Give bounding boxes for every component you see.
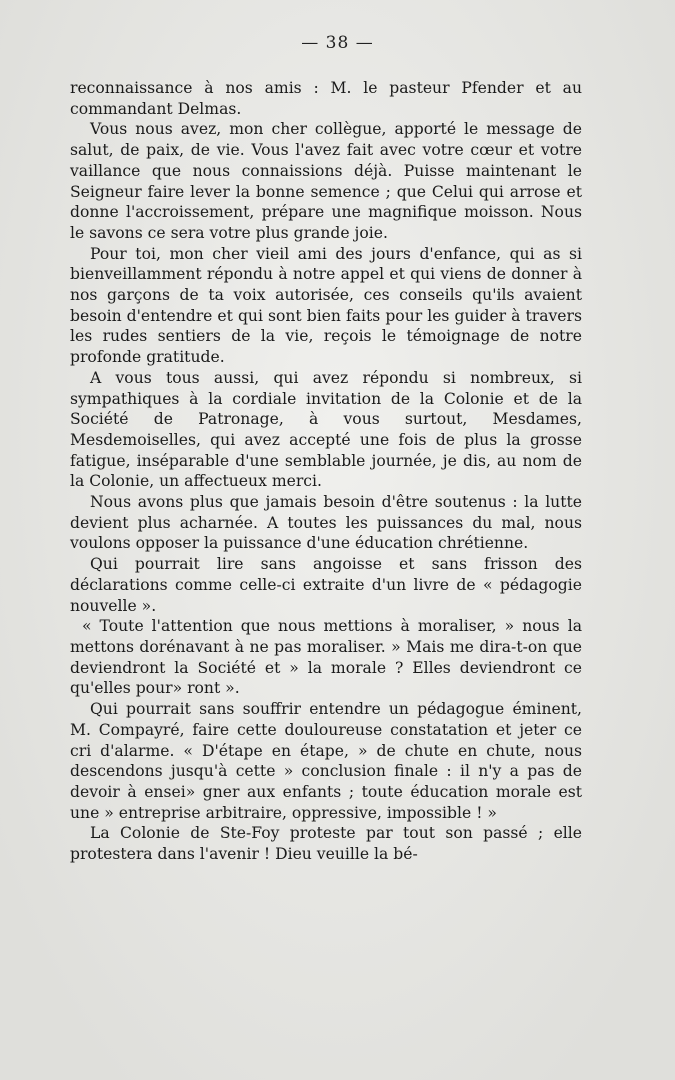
paragraph-last: La Colonie de Ste-Foy proteste par tout son passé ; elle protestera dans l'avenir ! Dieu veuille la bé-	[70, 824, 582, 864]
paragraph-3: Pour toi, mon cher vieil ami des jours d'enfance, qui as si bienveillamment répondu à notre appel et qui viens de donner à nos garçons de ta voix autorisée, ces conseils qu'ils avaient besoin d'entendre et qui sont bien faits pour les guider à travers les rudes sentiers de la vie, reçois le témoignage de notre profonde gratitude.	[70, 244, 582, 367]
quotation-pedagogie: « Toute l'attention que nous mettions à moraliser, » nous la mettons dorénavant à ne pas moraliser. » Mais me dira-t-on que deviendront la Société et » la morale ? Elles deviendront ce qu'elles pour» ront ».	[70, 617, 582, 698]
page-body	[70, 78, 582, 865]
paragraph-4: A vous tous aussi, qui avez répondu si nombreux, si sympathiques à la cordiale invitation de la Colonie et de la Société de Patronage, à vous surtout, Mesdames, Mesdemoiselles, qui avez accepté une fois de plus la grosse fatigue, inséparable d'une semblable journée, je dis, au nom de la Colonie, un affectueux merci.	[70, 368, 582, 491]
page-number: — 38 —	[301, 33, 374, 53]
paragraph-compayre: Qui pourrait sans souffrir entendre un pédagogue éminent, M. Compayré, faire cette douloureuse constatation et jeter ce cri d'alarme. « D'étape en étape, » de chute en chute, nous descendons jusqu'à cette » conclusion finale : il n'y a pas de devoir à ensei» gner aux enfants ; toute éducation morale est une » entreprise arbitraire, oppressive, impossible ! »	[70, 700, 582, 822]
paragraph-1: reconnaissance à nos amis : M. le pasteur Pfender et au commandant Delmas.	[70, 79, 582, 118]
paragraph-5: Nous avons plus que jamais besoin d'être soutenus : la lutte devient plus acharnée. A toutes les puissances du mal, nous voulons opposer la puissance d'une éducation chrétienne.	[70, 493, 582, 553]
paragraph-2: Vous nous avez, mon cher collègue, apporté le message de salut, de paix, de vie. Vous l'avez fait avec votre cœur et votre vaillance que nous connaissions déjà. Puisse maintenant le Seigneur faire lever la bonne semence ; que Celui qui arrose et donne l'accroissement, prépare une magnifique moisson. Nous le savons ce sera votre plus grande joie.	[70, 120, 582, 242]
paragraph-6: Qui pourrait lire sans angoisse et sans frisson des déclarations comme celle-ci extraite d'un livre de « pédagogie nouvelle ».	[70, 555, 582, 615]
